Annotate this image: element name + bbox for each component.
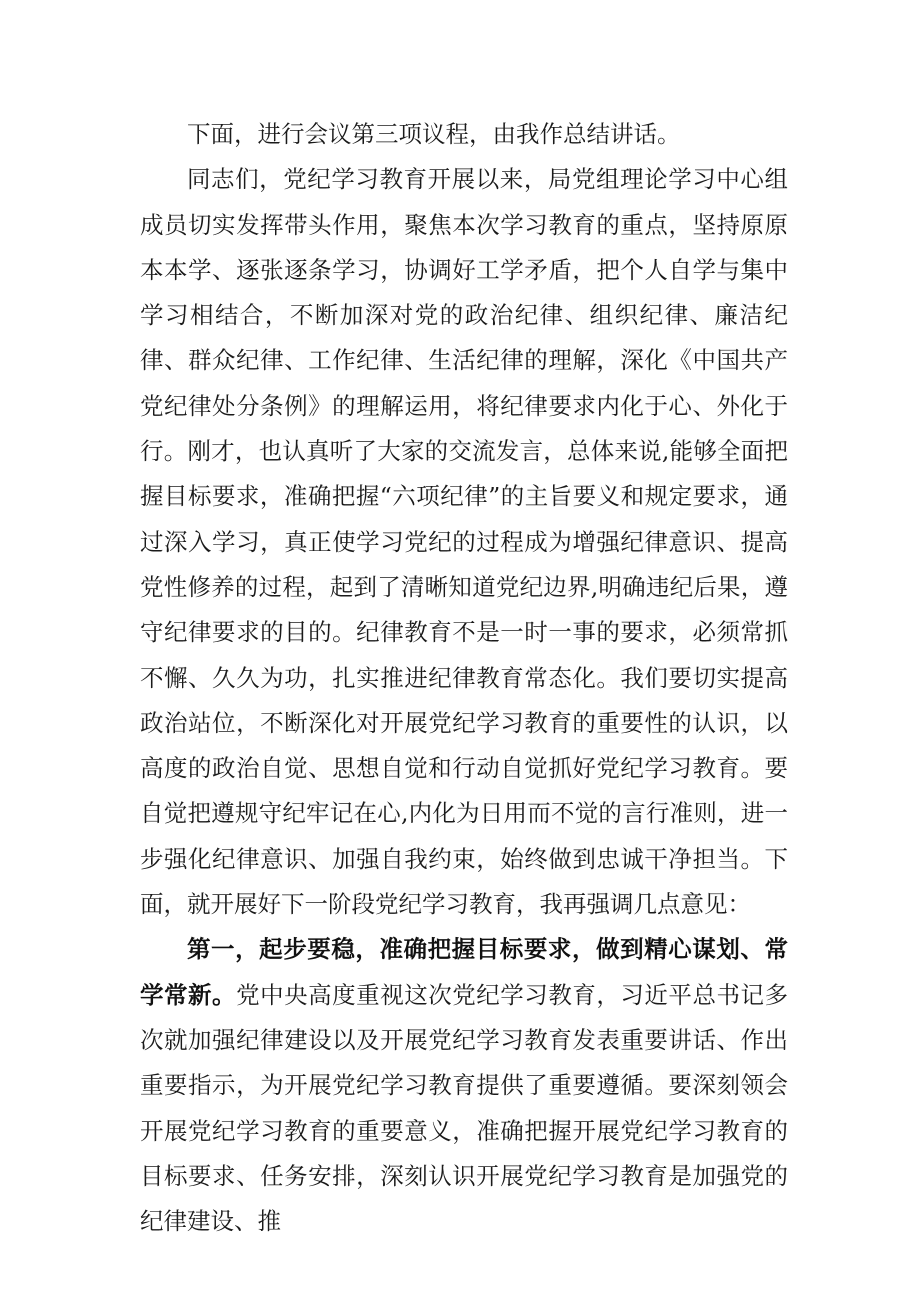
document-body: [140, 112, 788, 1244]
point-one-heading: 第一，起步要稳，准确把握目标要求，做到精心谋划、常学常新。: [140, 935, 788, 1009]
paragraph-agenda-intro: 下面，进行会议第三项议程，由我作总结讲话。: [187, 120, 681, 148]
point-one-body: 党中央高度重视这次党纪学习教育，习近平总书记多次就加强纪律建设以及开展党纪学习教育发表重要讲话、作出重要指示，为开展党纪学习教育提供了重要遵循。要深刻领会开展党纪学习教育的重要意义，准确把握开展党纪学习教育的目标要求、任务安排，深刻认识开展党纪学习教育是加强党的纪律建设、推: [140, 980, 789, 1236]
paragraph-point-one: [140, 927, 788, 1244]
paragraph-summary-remarks: 同志们，党纪学习教育开展以来，局党组理论学习中心组成员切实发挥带头作用，聚焦本次学习教育的重点，坚持原原本本学、逐张逐条学习，协调好工学矛盾，把个人自学与集中学习相结合，不断加深对党的政治纪律、组织纪律、廉洁纪律、群众纪律、工作纪律、生活纪律的理解，深化《中国共产党纪律处分条例》的理解运用，将纪律要求内化于心、外化于行。刚才，也认真听了大家的交流发言，总体来说,能够全面把握目标要求，准确把握“六项纪律”的主旨要义和规定要求，通过深入学习，真正使学习党纪的过程成为增强纪律意识、提高党性修养的过程，起到了清晰知道党纪边界,明确违纪后果，遵守纪律要求的目的。纪律教育不是一时一事的要求，必须常抓不懈、久久为功，扎实推进纪律教育常态化。我们要切实提高政治站位，不断深化对开展党纪学习教育的重要性的认识，以高度的政治自觉、思想自觉和行动自觉抓好党纪学习教育。要自觉把遵规守纪牢记在心,内化为日用而不觉的言行准则，进一步强化纪律意识、加强自我约束，始终做到忠诚干净担当。下面，就开展好下一阶段党纪学习教育，我再强调几点意见：: [140, 165, 788, 919]
